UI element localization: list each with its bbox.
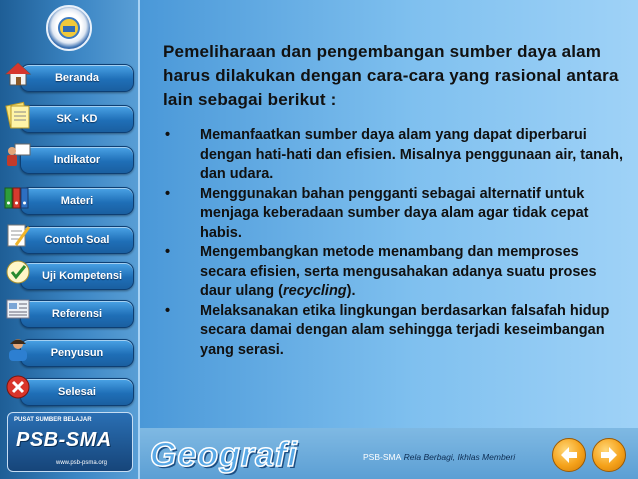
bullet-item: • Menggunakan bahan pengganti sebagai alternatif untuk menjaga keberadaan sumber daya alam agar tidak cepat habis.: [165, 185, 589, 241]
pencil-paper-icon: [4, 221, 32, 249]
person-board-icon: [4, 141, 32, 169]
psb-badge-top: PUSAT SUMBER BELAJAR: [14, 417, 92, 423]
slide-content: [163, 40, 623, 360]
nav-sk-kd-button[interactable]: [20, 105, 134, 133]
intro-paragraph: Pemeliharaan dan pengembangan sumber daya alam harus dilakukan dengan cara-cara yang rasional antara lain sebagai berikut :: [163, 42, 619, 109]
nav-label: Penyusun: [50, 347, 104, 359]
bullet-list: [163, 126, 623, 360]
psb-sma-logo: [7, 412, 133, 472]
nav-penyusun-button[interactable]: [20, 339, 134, 367]
nav-uji-kompetensi-button[interactable]: [20, 262, 134, 290]
prev-button[interactable]: [552, 438, 586, 472]
psb-badge-main: PSB-SMA: [16, 429, 112, 451]
arrow-left-icon: [558, 444, 580, 466]
nav-label: Indikator: [53, 154, 101, 166]
nav-label: Beranda: [54, 72, 100, 84]
person-icon: [4, 335, 32, 363]
nav-label: Materi: [60, 195, 94, 207]
footer-title: Geografi: [150, 436, 298, 474]
nav-label: Selesai: [58, 386, 96, 398]
nav-materi-button[interactable]: [20, 187, 134, 215]
nav-selesai-button[interactable]: [20, 378, 134, 406]
tut-wuri-handayani-emblem: [46, 5, 92, 51]
binders-icon: [4, 183, 32, 211]
nav-referensi-button[interactable]: [20, 300, 134, 328]
bullet-item: • Melaksanakan etika lingkungan berdasarkan falsafah hidup secara damai dengan alam sehingga terjadi keseimbangan yang serasi.: [165, 302, 610, 358]
house-icon: [4, 60, 32, 88]
nav-indikator-button[interactable]: [20, 146, 134, 174]
nav-label: Uji Kompetensi: [41, 270, 123, 282]
nav-label: Referensi: [51, 308, 103, 320]
nav-label: Contoh Soal: [44, 234, 110, 246]
notes-icon: [4, 101, 32, 129]
bullet-item: • Mengembangkan metode menambang dan memproses secara efisien, serta mengusahakan adanya suatu proses daur ulang (recycling).: [165, 244, 597, 299]
checkmark-icon: [4, 258, 32, 286]
nav-beranda-button[interactable]: [20, 64, 134, 92]
newspaper-icon: [4, 295, 32, 323]
arrow-right-icon: [598, 444, 620, 466]
nav-label: SK - KD: [56, 113, 98, 125]
close-icon[interactable]: [4, 373, 32, 401]
psb-badge-url: www.psb-psma.org: [56, 460, 108, 466]
nav-contoh-soal-button[interactable]: [20, 226, 134, 254]
footer-slogan: PSB-SMA Rela Berbagi, Ikhlas Memberi: [363, 452, 516, 462]
next-button[interactable]: [592, 438, 626, 472]
bullet-item: • Memanfaatkan sumber daya alam yang dapat diperbarui dengan hati-hati dan efisien. Misalnya penggunaan air, tanah, dan udara.: [165, 127, 623, 182]
